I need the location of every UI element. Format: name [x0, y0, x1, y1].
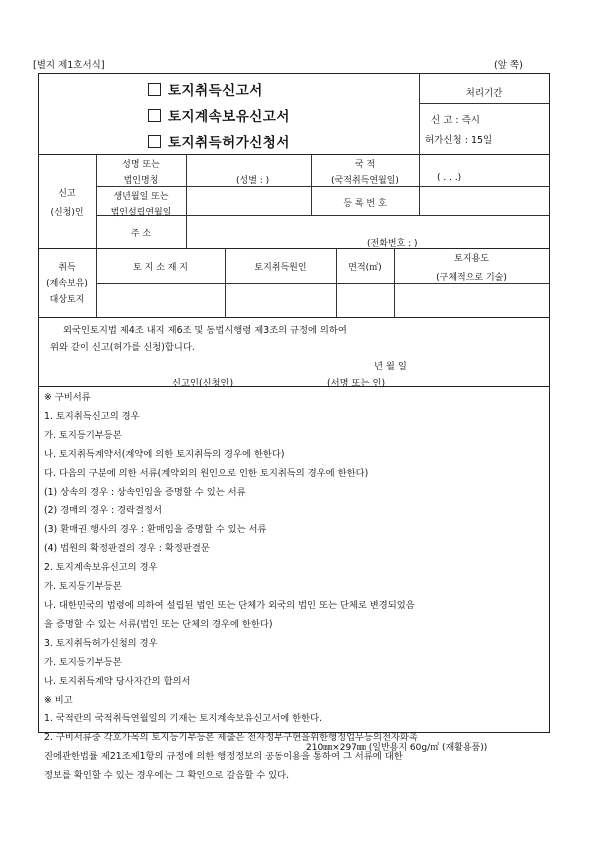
doc-line: 1. 토지취득신고의 경우 [44, 410, 140, 422]
declaration-text-1: 외국인토지법 제4조 내지 제6조 및 동법시행령 제3조의 규정에 의하여 [63, 325, 347, 336]
title-retention-report: 토지계속보유신고서 [148, 105, 290, 125]
page-side-label: (앞 쪽) [494, 60, 523, 71]
nationality-date-field[interactable]: ( . . .) [437, 173, 462, 183]
doc-line: 나. 대한민국의 법령에 의하여 설립된 법인 또는 단체가 외국의 법인 또는 단체로 변경되었음 [44, 599, 415, 611]
doc-line: 가. 토지등기부등본 [44, 429, 122, 441]
signer-label: 신고인(신청인) [172, 378, 234, 389]
doc-line: (1) 상속의 경우 : 상속인임을 증명할 수 있는 서류 [44, 486, 246, 498]
doc-line: 가. 토지등기부등본 [44, 656, 122, 668]
doc-line: ※ 비고 [44, 694, 73, 706]
title-permit-application: 토지취득허가신청서 [148, 131, 290, 151]
doc-line: ※ 구비서류 [44, 392, 91, 403]
registration-number-label: 등 록 번 호 [343, 199, 387, 209]
checkbox-icon[interactable] [148, 135, 161, 148]
gender-field[interactable]: (성별 : ) [236, 176, 270, 186]
nationality-label: 국 적 (국적취득연월일) [331, 160, 399, 186]
doc-line: 나. 토지취득계약 당사자간의 합의서 [44, 675, 191, 687]
applicant-label: 신고 (신청)인 [50, 189, 84, 218]
processing-report: 신 고 : 즉시 [431, 115, 480, 126]
acquisition-cause-header: 토지취득원인 [254, 263, 307, 273]
required-documents-section [44, 389, 418, 786]
doc-line: 1. 국적란의 국적취득연월일의 기재는 토지계속보유신고서에 한한다. [44, 713, 323, 725]
doc-line: 2. 토지계속보유신고의 경우 [44, 562, 158, 574]
name-label: 성명 또는 법인명칭 [122, 160, 160, 186]
doc-line: 가. 토지등기부등본 [44, 581, 122, 593]
doc-line: 진에관한법률 제21조제1항의 규정에 의한 행정정보의 공동이용을 통하여 그 서류에 대한 [44, 751, 403, 763]
declaration-date[interactable]: 년 월 일 [374, 361, 407, 372]
land-location-header: 토 지 소 재 지 [133, 263, 188, 273]
signature-field[interactable]: (서명 또는 인) [327, 378, 386, 389]
area-header: 면적(㎡) [348, 263, 382, 273]
doc-line: (3) 환매권 행사의 경우 : 환매임을 증명할 수 있는 서류 [44, 524, 267, 536]
doc-line: 다. 다음의 구분에 의한 서류(계약외의 원인으로 인한 토지취득의 경우에 한한다) [44, 467, 369, 479]
doc-line: 3. 토지취득허가신청의 경우 [44, 637, 158, 649]
doc-line: 정보를 확인할 수 있는 경우에는 그 확인으로 갈음할 수 있다. [44, 770, 290, 782]
doc-line: 을 증명할 수 있는 서류(법인 또는 단체의 경우에 한한다) [44, 618, 273, 630]
land-use-header: 토지용도 (구체적으로 기술) [436, 254, 507, 283]
title-acquisition-report: 토지취득신고서 [148, 79, 263, 99]
paper-spec-footer: 210㎜×297㎜ (일반용지 60g/㎡ (재활용품)) [306, 743, 488, 753]
doc-line: (4) 법원의 확정판결의 경우 : 확정판결문 [44, 543, 210, 555]
processing-permit: 허가신청 : 15일 [425, 135, 493, 146]
checkbox-icon[interactable] [148, 109, 161, 122]
target-land-label: 취득 (계속보유) 대상토지 [46, 263, 88, 305]
address-label: 주 소 [130, 229, 152, 239]
declaration-text-2: 위와 같이 신고(허가를 신청)합니다. [50, 342, 195, 353]
birth-date-label: 생년월일 또는 법인설립연월일 [110, 192, 172, 218]
doc-line: (2) 경매의 경우 : 경락결정서 [44, 505, 162, 517]
form-number-label: [별지 제1호서식] [33, 60, 105, 71]
doc-line: 2. 구비서류중 각호가목의 토지등기부등본 제출은 전자정부구현을위한행정업무등의전자화촉 [44, 732, 418, 744]
doc-line: 나. 토지취득계약서(계약에 의한 토지취득의 경우에 한한다) [44, 448, 285, 460]
checkbox-icon[interactable] [148, 83, 161, 96]
phone-field[interactable]: (전화번호 : ) [367, 239, 418, 249]
processing-period-heading: 처리기간 [465, 88, 503, 99]
